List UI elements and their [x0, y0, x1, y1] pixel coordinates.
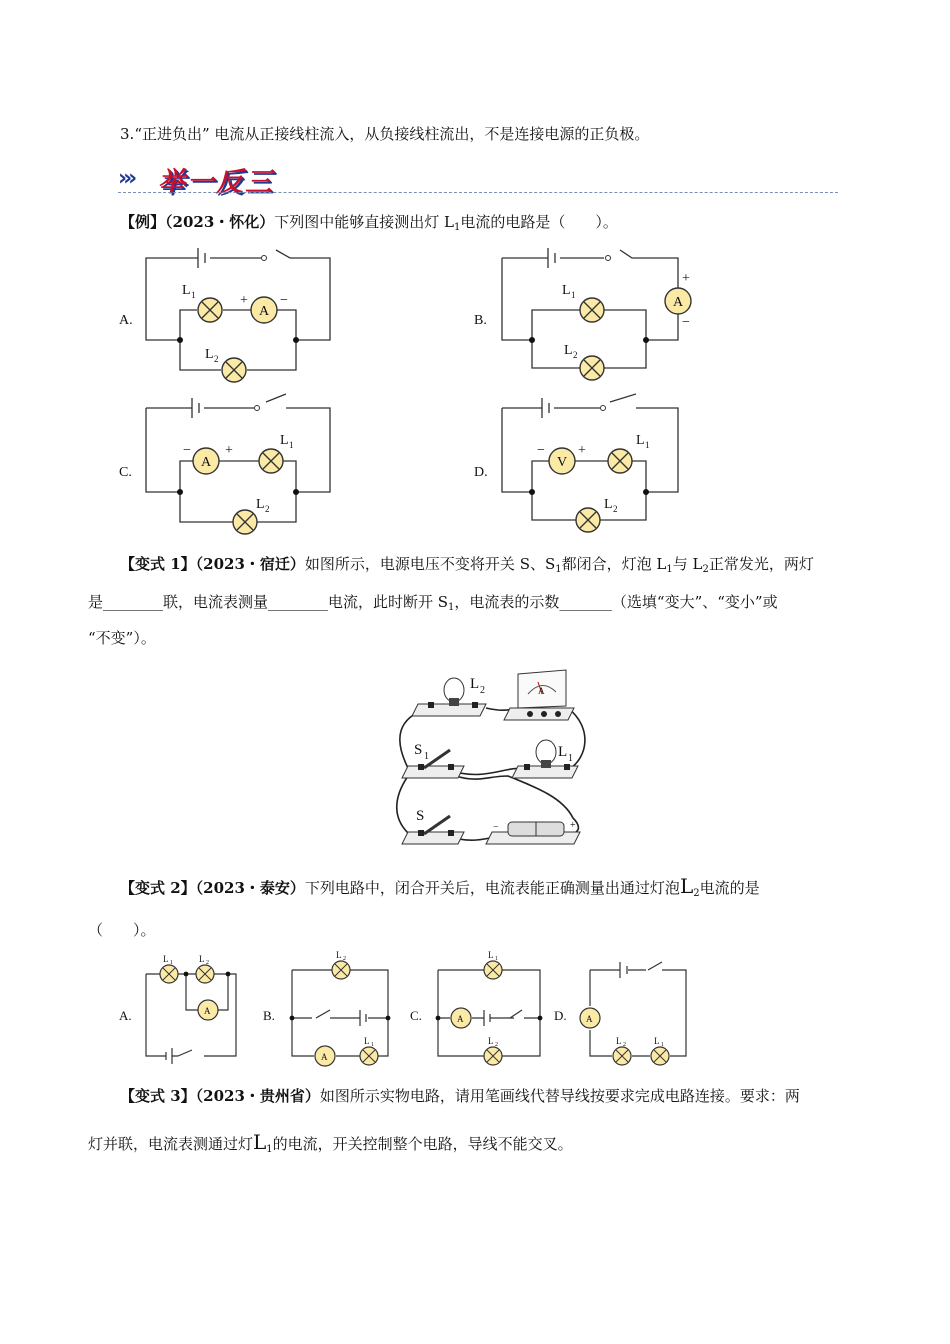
minus-sign: − [280, 293, 288, 308]
lamp-icon [576, 508, 600, 532]
plus-sign: + [682, 271, 690, 286]
lamp-label-sub: 1 [289, 440, 294, 450]
point-3-quote: “正进负出” [134, 125, 210, 143]
lamp-label: L [182, 283, 191, 298]
lamp-label: L [199, 954, 205, 964]
lamp-icon [580, 298, 604, 322]
lamp-label-sub: 1 [170, 960, 173, 966]
variant-2-source: （2023・泰安） [195, 879, 305, 897]
lamp-label: L [488, 1036, 494, 1046]
option-d-label: D. [474, 465, 488, 480]
variant-1-text: 与 L [672, 555, 703, 573]
plus-sign: + [240, 293, 248, 308]
lamp-label-sub: 1 [661, 1042, 664, 1048]
lamp-label-sub: 2 [573, 350, 578, 360]
example-text-sub: 1 [454, 222, 461, 233]
lamp-label: L [562, 283, 571, 298]
variant-1-line-3 [88, 628, 156, 648]
point-3 [120, 124, 649, 144]
variant-3-text: 如图所示实物电路，请用笔画线代替导线按要求完成电路连接。要求：两 [319, 1087, 800, 1105]
lamp-label-sub: 1 [371, 1042, 374, 1048]
variant-3-text: 的电流，开关控制整个电路，导线不能交叉。 [272, 1135, 573, 1153]
lamp-label-sub: 2 [495, 1042, 498, 1048]
variant-3-text: 灯并联，电流表测通过灯 [88, 1135, 254, 1153]
figure-label-sub: 1 [568, 753, 573, 764]
variant-1-text: 都闭合，灯泡 L [561, 555, 667, 573]
plus-sign: + [578, 443, 586, 458]
lamp-label: L [564, 343, 573, 358]
lamp-label: L [280, 433, 289, 448]
lamp-icon [484, 961, 502, 979]
figure-plus: + [570, 820, 576, 831]
variant-3-line-1 [120, 1086, 800, 1106]
variant-1-text: 是________联，电流表测量________电流，此时断开 S [88, 593, 449, 611]
figure-label-l1: L [558, 744, 568, 760]
lamp-icon [608, 449, 632, 473]
lamp-icon [222, 358, 246, 382]
variant-2-sub: 2 [693, 888, 700, 899]
option-b-label: B. [263, 1008, 275, 1023]
variant-1-text: “不变”）。 [88, 629, 156, 647]
minus-sign: − [682, 315, 690, 330]
variant-1-sub: 1 [555, 564, 562, 575]
variant-2-tag: 【变式 2】 [120, 879, 196, 897]
lamp-icon [580, 356, 604, 380]
meter-letter: A [321, 1052, 328, 1062]
lamp-icon [198, 298, 222, 322]
lamp-label-sub: 2 [214, 354, 219, 364]
point-3-text: 电流从正接线柱流入，从负接线柱流出，不是连接电源的正负极。 [209, 125, 650, 143]
figure-label-l2: L [470, 676, 480, 692]
variant-2-text: 下列电路中，闭合开关后，电流表能正确测量出通过灯泡 [304, 879, 680, 897]
meter-letter: A [457, 1014, 464, 1024]
variant-3-source: （2023・贵州省） [195, 1087, 320, 1105]
variant-2-line-2 [88, 920, 156, 940]
lamp-label: L [604, 497, 613, 512]
variant-1-sub: 1 [448, 602, 455, 613]
lamp-label-sub: 2 [206, 960, 209, 966]
variant-1-text: 正常发光，两灯 [708, 555, 814, 573]
option-b-label: B. [474, 313, 487, 328]
example-source: （2023・怀化） [165, 213, 275, 231]
lamp-label: L [616, 1036, 622, 1046]
lamp-icon [233, 510, 257, 534]
variant-1-line-1 [120, 554, 814, 580]
lamp-label-sub: 1 [571, 290, 576, 300]
minus-sign: − [183, 443, 191, 458]
lamp-label-sub: 2 [623, 1042, 626, 1048]
banner-title: 举一反三 [158, 167, 274, 198]
variant-1-circuit-figure [388, 668, 588, 853]
example-circuits [0, 240, 950, 540]
lamp-label: L [364, 1036, 370, 1046]
variant-2-line-1 [120, 876, 760, 904]
meter-letter: A [259, 304, 270, 319]
meter-letter: A [201, 455, 212, 470]
lamp-icon [360, 1047, 378, 1065]
banner-divider [118, 192, 838, 193]
figure-label-sub: 2 [480, 685, 485, 696]
example-tag: 【例】 [120, 213, 166, 231]
lamp-label: L [654, 1036, 660, 1046]
lamp-label-sub: 2 [613, 504, 618, 514]
lamp-label: L [336, 950, 342, 960]
figure-meter-letter: A [538, 686, 545, 696]
lamp-icon [651, 1047, 669, 1065]
meter-letter: A [204, 1006, 211, 1016]
figure-label-s: S [416, 808, 425, 824]
variant-2-text: 电流的是 [699, 879, 760, 897]
example-text-1: 下列图中能够直接测出灯 L [274, 213, 454, 231]
example-text-2: 电流的电路是（ ）。 [460, 213, 618, 231]
figure-minus: − [493, 822, 499, 833]
lamp-label-sub: 1 [645, 440, 650, 450]
variant-1-sub: 1 [666, 564, 673, 575]
minus-sign: − [537, 443, 545, 458]
option-c-label: C. [119, 465, 132, 480]
lamp-label-sub: 2 [343, 956, 346, 962]
banner-arrows-icon: ››› [118, 166, 134, 191]
section-banner [118, 160, 838, 198]
figure-label-s1: S [414, 742, 423, 758]
variant-2-circuits [0, 948, 950, 1078]
lamp-icon [613, 1047, 631, 1065]
plus-sign: + [225, 443, 233, 458]
example-question [120, 212, 618, 238]
lamp-icon [259, 449, 283, 473]
lamp-label: L [256, 497, 265, 512]
lamp-label: L [205, 347, 214, 362]
variant-1-line-2 [88, 592, 778, 618]
variant-1-sub: 2 [702, 564, 709, 575]
lamp-label-sub: 1 [495, 956, 498, 962]
lamp-icon [332, 961, 350, 979]
lamp-label-sub: 1 [191, 290, 196, 300]
variant-3-sub: 1 [266, 1144, 273, 1155]
variant-3-lamp: L [253, 1130, 267, 1154]
variant-1-text: 如图所示，电源电压不变将开关 S、S [304, 555, 556, 573]
meter-letter: A [586, 1014, 593, 1024]
point-3-number: 3. [120, 125, 135, 143]
option-a-label: A. [119, 313, 133, 328]
variant-2-text: （ ）。 [88, 921, 156, 939]
lamp-icon [484, 1047, 502, 1065]
lamp-label: L [488, 950, 494, 960]
lamp-label: L [163, 954, 169, 964]
option-a-label: A. [119, 1008, 132, 1023]
lamp-label: L [636, 433, 645, 448]
variant-1-tag: 【变式 1】 [120, 555, 196, 573]
variant-3-line-2 [88, 1132, 573, 1160]
meter-letter: V [557, 455, 568, 470]
variant-1-source: （2023・宿迁） [195, 555, 305, 573]
option-c-label: C. [410, 1008, 422, 1023]
meter-letter: A [673, 295, 684, 310]
lamp-icon [160, 965, 178, 983]
variant-2-lamp: L [679, 874, 694, 898]
figure-label-sub: 1 [424, 751, 429, 762]
lamp-label-sub: 2 [265, 504, 270, 514]
lamp-icon [196, 965, 214, 983]
variant-1-text: ，电流表的示数_______（选填“变大”、“变小”或 [454, 593, 778, 611]
variant-3-tag: 【变式 3】 [120, 1087, 196, 1105]
option-d-label: D. [554, 1008, 567, 1023]
